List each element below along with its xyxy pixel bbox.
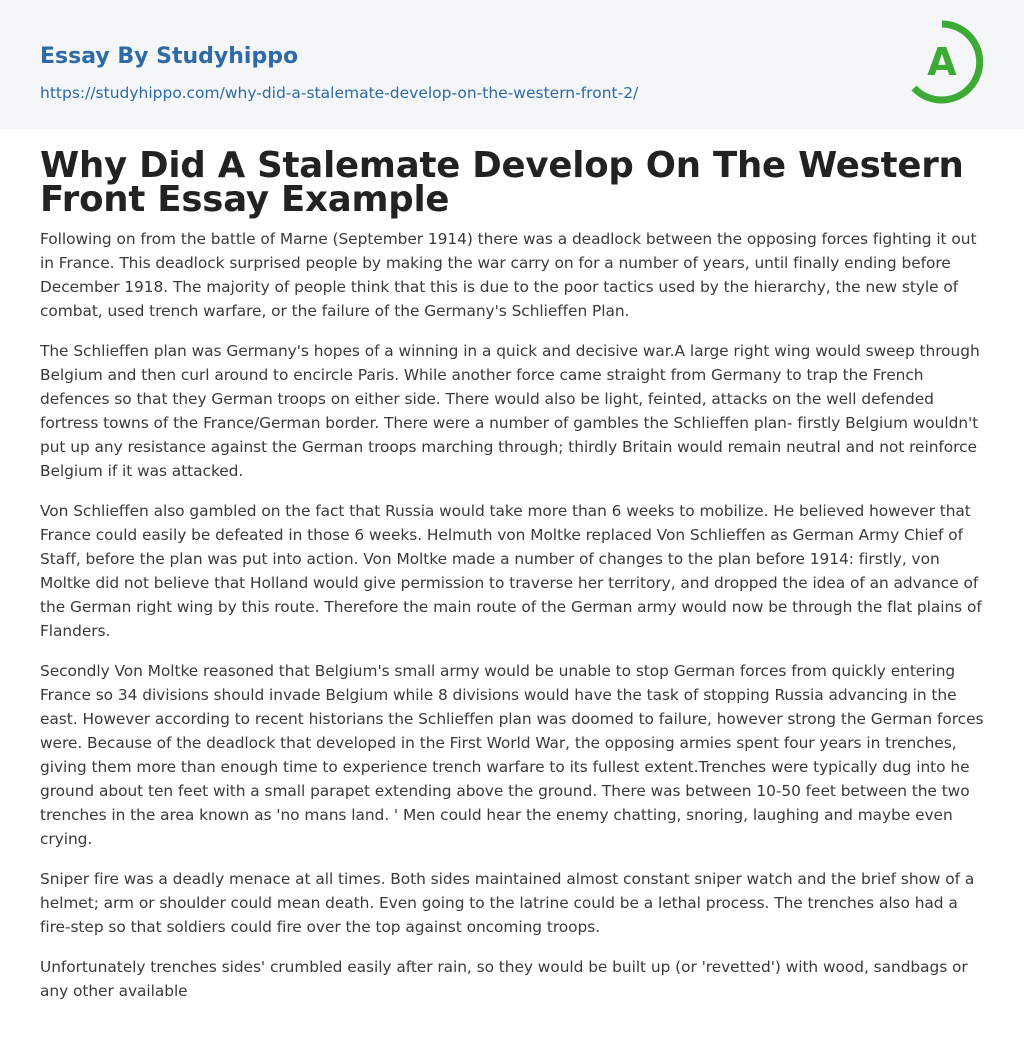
essay-paragraph: Von Schlieffen also gambled on the fact that Russia would take more than 6 weeks to mobilize. He believed however that France could easily be defeated in those 6 weeks. Helmuth von Moltke replaced Von Schlieffen as German Army Chief of Staff, before the plan was put into action. Von Moltke made a number of changes to the plan before 1914: firstly, von Moltke did not believe that Holland would give permission to traverse her territory, and dropped the idea of an advance of the German right wing by this route. Therefore the main route of the German army would now be through the flat plains of Flanders. xyxy=(40,502,982,640)
page-header xyxy=(0,0,1024,129)
essay-paragraph: Secondly Von Moltke reasoned that Belgium's small army would be unable to stop German forces from quickly entering France so 34 divisions should invade Belgium while 8 divisions would have the task of stopping Russia advancing in the east. However according to recent historians the Schlieffen plan was doomed to failure, however strong the German forces were. Because of the deadlock that developed in the First World War, the opposing armies spent four years in trenches, giving them more than enough time to experience trench warfare to its fullest extent.Trenches were typically dug into he ground about ten feet with a small parapet extending above the ground. There was between 10-50 feet between the two trenches in the area known as 'no mans land. ' Men could hear the enemy chatting, snoring, laughing and maybe even crying. xyxy=(40,662,984,848)
logo-icon xyxy=(900,20,984,104)
essay-paragraph: The Schlieffen plan was Germany's hopes of a winning in a quick and decisive war.A large right wing would sweep through Belgium and then curl around to encircle Paris. While another force came straight from Germany to trap the French defences so that they German troops on either side. There would also be light, feinted, attacks on the well defended fortress towns of the France/German border. There were a number of gambles the Schlieffen plan- firstly Belgium wouldn't put up any resistance against the German troops marching through; thirdly Britain would remain neutral and not reinforce Belgium if it was attacked. xyxy=(40,342,980,480)
page-title: Why Did A Stalemate Develop On The Western Front Essay Example xyxy=(40,145,964,220)
logo-letter: A xyxy=(927,40,957,84)
source-url-link[interactable]: https://studyhippo.com/why-did-a-stalemate-develop-on-the-western-front-2/ xyxy=(40,84,639,102)
essay-content xyxy=(0,129,1024,1003)
essay-paragraph: Sniper fire was a deadly menace at all times. Both sides maintained almost constant sniper watch and the brief show of a helmet; arm or shoulder could mean death. Even going to the latrine could be a lethal process. The trenches also had a fire-step so that soldiers could fire over the top against oncoming troops. xyxy=(40,870,975,936)
logo[interactable] xyxy=(900,20,984,104)
essay-paragraph: Unfortunately trenches sides' crumbled easily after rain, so they would be built up (or 'revetted') with wood, sandbags or any other available xyxy=(40,958,968,1000)
brand-title[interactable]: Essay By Studyhippo xyxy=(40,44,299,69)
essay-paragraph: Following on from the battle of Marne (September 1914) there was a deadlock between the opposing forces fighting it out in France. This deadlock surprised people by making the war carry on for a number of years, until finally ending before December 1918. The majority of people think that this is due to the poor tactics used by the hierarchy, the new style of combat, used trench warfare, or the failure of the Germany's Schlieffen Plan. xyxy=(40,230,977,320)
